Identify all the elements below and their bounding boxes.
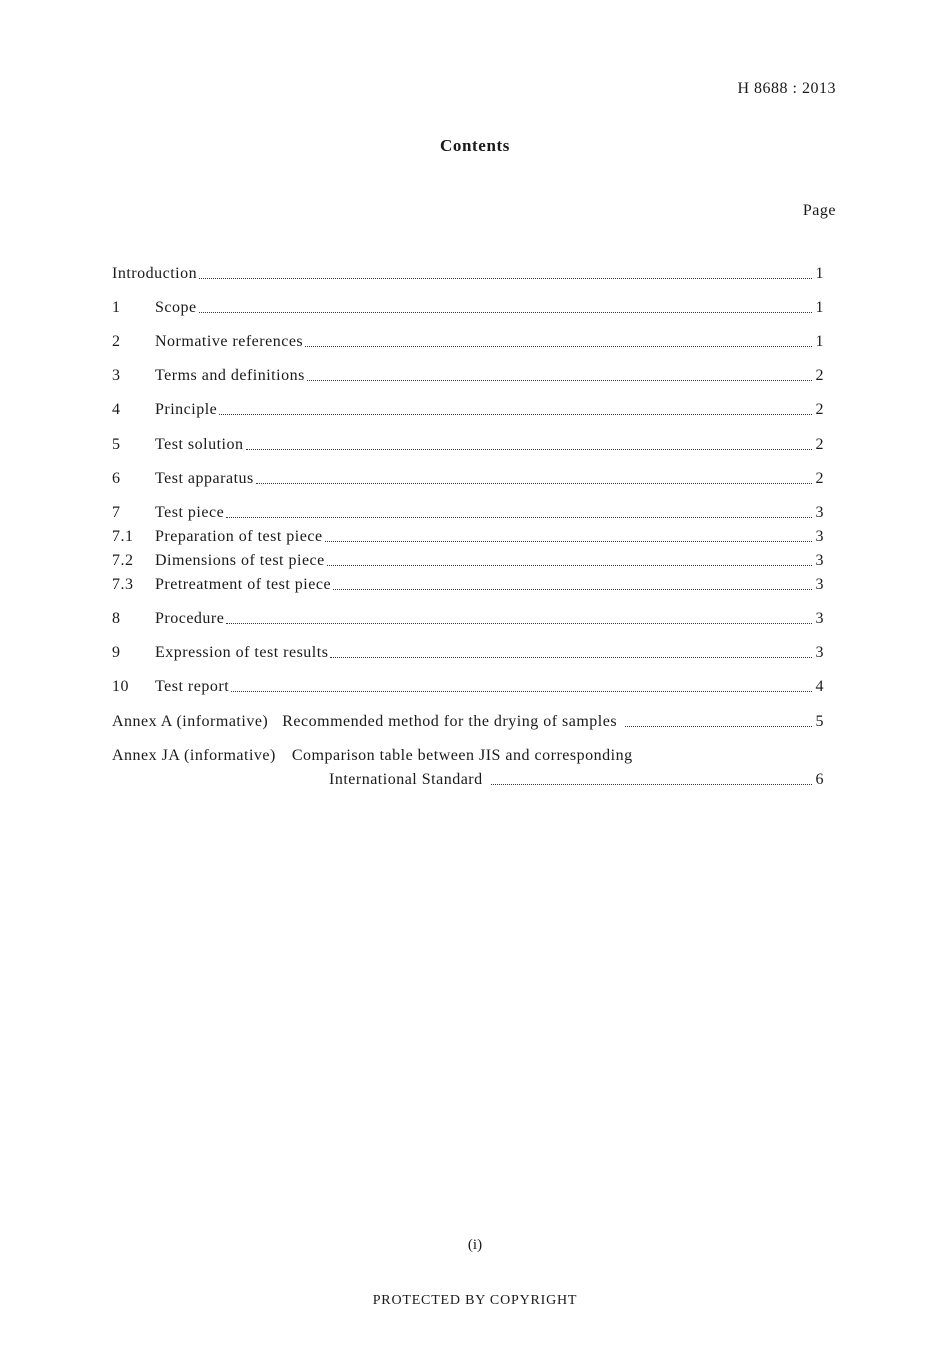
toc-entry-page: 2: [815, 401, 824, 418]
toc-entry-annex-ja-continued[interactable]: [329, 770, 824, 790]
toc-entry-annex-a[interactable]: [112, 712, 824, 732]
toc-entry-page: 2: [815, 436, 824, 453]
toc-leader-dots: [256, 482, 812, 484]
toc-entry-title: Test piece: [155, 504, 225, 521]
toc-leader-dots: [330, 656, 811, 658]
toc-leader-dots: [491, 783, 812, 785]
toc-entry-page: 3: [815, 504, 824, 521]
toc-entry-title: Expression of test results: [155, 644, 329, 661]
toc-entry-number: 10: [112, 678, 129, 695]
copyright-notice: PROTECTED BY COPYRIGHT: [372, 1293, 578, 1308]
toc-entry-dimensions-of-test-piece[interactable]: [112, 551, 824, 571]
page-column-label: Page: [802, 202, 836, 219]
toc-entry-preparation-of-test-piece[interactable]: [112, 527, 824, 547]
toc-entry-title: Test apparatus: [155, 470, 254, 487]
toc-entry-test-apparatus[interactable]: [112, 469, 824, 489]
toc-leader-dots: [199, 277, 811, 279]
annex-label: Annex A (informative): [112, 713, 269, 730]
toc-leader-dots: [199, 311, 812, 313]
toc-entry-title: Test solution: [155, 436, 244, 453]
toc-entry-title: Procedure: [155, 610, 225, 627]
toc-entry-procedure[interactable]: [112, 609, 824, 629]
toc-leader-dots: [305, 345, 811, 347]
toc-entry-number: 2: [112, 333, 121, 350]
toc-entry-page: 1: [815, 333, 824, 350]
annex-label: Annex JA (informative): [112, 747, 276, 764]
annex-title: Recommended method for the drying of samples: [282, 713, 618, 730]
toc-entry-page: 5: [815, 713, 824, 730]
annex-title: Comparison table between JIS and corresponding: [291, 747, 633, 764]
toc-entry-title: Normative references: [155, 333, 304, 350]
toc-entry-number: 8: [112, 610, 121, 627]
toc-entry-number: 7.2: [112, 552, 134, 569]
toc-leader-dots: [219, 413, 811, 415]
toc-leader-dots: [246, 448, 812, 450]
toc-leader-dots: [625, 725, 811, 727]
toc-entry-annex-ja[interactable]: [112, 746, 824, 766]
toc-entry-number: 3: [112, 367, 121, 384]
toc-entry-page: 4: [815, 678, 824, 695]
toc-entry-number: 7.3: [112, 576, 134, 593]
toc-entry-page: 1: [815, 265, 824, 282]
toc-entry-number: 4: [112, 401, 121, 418]
footer-page-number: (i): [467, 1237, 483, 1253]
toc-entry-test-piece[interactable]: [112, 503, 824, 523]
document-id: H 8688 : 2013: [737, 80, 836, 97]
toc-entry-title: Test report: [155, 678, 230, 695]
toc-entry-pretreatment-of-test-piece[interactable]: [112, 575, 824, 595]
toc-entry-number: 9: [112, 644, 121, 661]
toc-leader-dots: [226, 622, 811, 624]
toc-entry-page: 2: [815, 470, 824, 487]
page-title: Contents: [440, 136, 510, 155]
toc-entry-title: Introduction: [112, 265, 198, 282]
toc-entry-page: 3: [815, 528, 824, 545]
toc-entry-page: 3: [815, 576, 824, 593]
toc-entry-test-report[interactable]: [112, 677, 824, 697]
toc-entry-title: Principle: [155, 401, 218, 418]
toc-entry-normative-references[interactable]: [112, 332, 824, 352]
annex-title-line2: International Standard: [329, 771, 483, 788]
toc-entry-terms-and-definitions[interactable]: [112, 366, 824, 386]
toc-entry-introduction[interactable]: [112, 264, 824, 284]
toc-entry-page: 2: [815, 367, 824, 384]
toc-entry-page: 3: [815, 610, 824, 627]
toc-entry-number: 1: [112, 299, 121, 316]
toc-entry-principle[interactable]: [112, 400, 824, 420]
toc-entry-title: Terms and definitions: [155, 367, 305, 384]
toc-leader-dots: [333, 588, 811, 590]
toc-entry-number: 6: [112, 470, 121, 487]
toc-leader-dots: [226, 516, 811, 518]
toc-entry-number: 5: [112, 436, 121, 453]
toc-entry-title: Pretreatment of test piece: [155, 576, 332, 593]
toc-entry-title: Scope: [155, 299, 197, 316]
toc-entry-page: 3: [815, 552, 824, 569]
toc-entry-test-solution[interactable]: [112, 435, 824, 455]
toc-entry-page: 3: [815, 644, 824, 661]
toc-entry-number: 7.1: [112, 528, 134, 545]
toc-leader-dots: [325, 540, 812, 542]
toc-entry-title: Preparation of test piece: [155, 528, 323, 545]
toc-entry-page: 6: [815, 771, 824, 788]
toc-entry-number: 7: [112, 504, 121, 521]
toc-entry-scope[interactable]: [112, 298, 824, 318]
toc-leader-dots: [231, 690, 811, 692]
toc-entry-page: 1: [815, 299, 824, 316]
toc-entry-expression-of-test-results[interactable]: [112, 643, 824, 663]
toc-entry-title: Dimensions of test piece: [155, 552, 325, 569]
toc-leader-dots: [307, 379, 812, 381]
toc-leader-dots: [327, 564, 812, 566]
